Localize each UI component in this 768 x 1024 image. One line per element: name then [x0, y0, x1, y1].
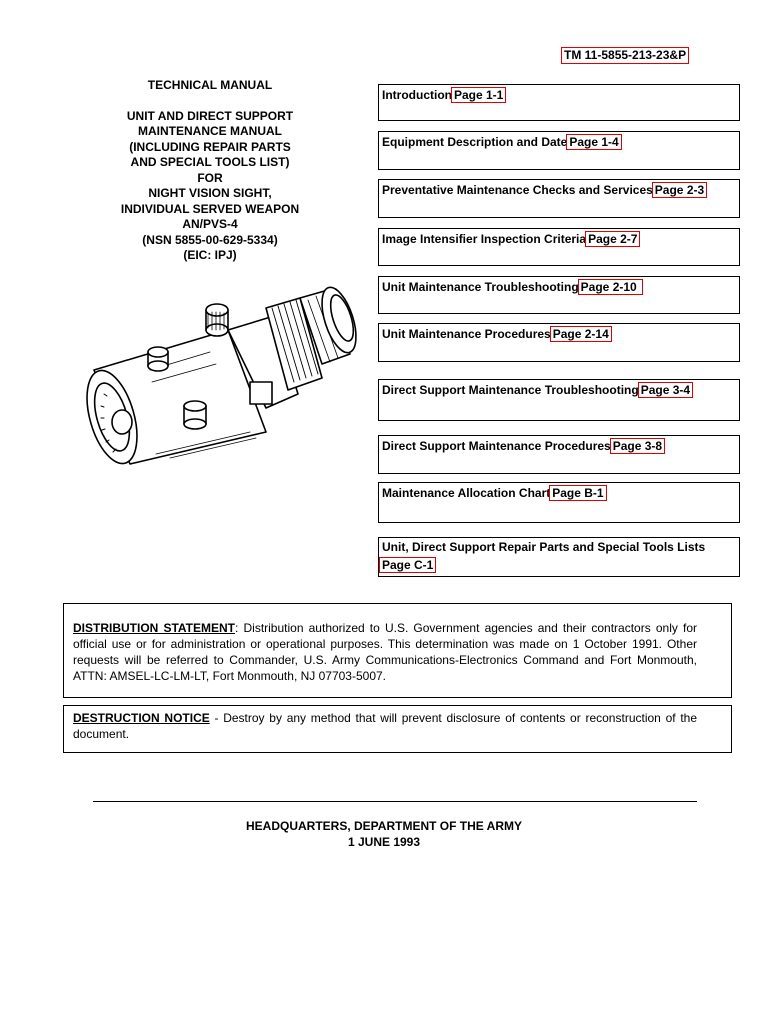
distribution-statement [63, 603, 732, 698]
toc-label: Image Intensifier Inspection Criteria [382, 232, 587, 246]
title-line: AND SPECIAL TOOLS LIST) [130, 155, 290, 169]
toc-label: Equipment Description and Date [382, 135, 568, 149]
toc-label: Maintenance Allocation Chart [382, 486, 551, 500]
toc-page-link[interactable]: Page B-1 [549, 485, 606, 501]
toc-page-link[interactable]: Page 3-4 [638, 382, 693, 398]
destruction-notice [63, 705, 732, 753]
toc-page-link[interactable]: Page 1-4 [566, 134, 621, 150]
toc-page-link[interactable]: Page 2-3 [652, 182, 707, 198]
toc-label: Introduction [382, 88, 452, 102]
toc-page-link[interactable]: Page C-1 [379, 557, 436, 573]
toc-label: Unit, Direct Support Repair Parts and Special Tools Lists [382, 540, 706, 554]
toc-label: Unit Maintenance Procedures [382, 327, 551, 341]
toc-label: Preventative Maintenance Checks and Services [382, 183, 653, 197]
title-line: UNIT AND DIRECT SUPPORT [126, 108, 294, 123]
title-spacer [100, 94, 320, 109]
tm-number: TM 11-5855-213-23&P [561, 47, 689, 64]
title-line: (NSN 5855-00-629-5334) [142, 232, 278, 247]
footer-organization: HEADQUARTERS, DEPARTMENT OF THE ARMY [246, 819, 522, 833]
toc-page-link[interactable]: Page 3-8 [610, 438, 665, 454]
toc-entry[interactable] [378, 379, 740, 421]
toc-entry[interactable] [378, 131, 740, 170]
title-line: (INCLUDING REPAIR PARTS [129, 139, 291, 154]
toc-entry[interactable] [378, 323, 740, 362]
title-line: FOR [197, 170, 223, 185]
divider [93, 801, 697, 802]
toc-label: Direct Support Maintenance Procedures [382, 439, 611, 453]
toc-label: Unit Maintenance Troubleshooting [382, 280, 579, 294]
toc-entry[interactable] [378, 435, 740, 474]
toc-entry[interactable] [378, 228, 740, 266]
title-line: TECHNICAL MANUAL [147, 78, 273, 92]
title-line: INDIVIDUAL SERVED WEAPON [120, 201, 300, 216]
title-line: NIGHT VISION SIGHT, [148, 186, 272, 200]
toc-page-link[interactable]: Page 1-1 [451, 87, 506, 103]
toc-page-link[interactable]: Page 2-7 [585, 231, 640, 247]
toc-entry[interactable] [378, 537, 740, 577]
title-line: MAINTENANCE MANUAL [138, 124, 282, 138]
distribution-text: : Distribution authorized to U.S. Government agencies and their contractors only for official use or for administration or operational purposes. This determination was made on 1 October 1991. Other requests will be referred to Commander, U.S. Army Communications-Electronics Command and Fort Monmouth, ATTN: AMSEL-LC-LM-LT, Fort Monmouth, NJ 07703-5007. [73, 621, 697, 683]
title-line: AN/PVS-4 [182, 217, 238, 231]
toc-page-link[interactable]: Page 2-14 [550, 326, 612, 342]
toc-entry[interactable] [378, 482, 740, 523]
manual-title-block [100, 78, 320, 264]
destruction-text: - Destroy by any method that will prevent disclosure of contents or reconstruction of the document. [73, 711, 697, 741]
footer [0, 819, 768, 850]
toc-label: Direct Support Maintenance Troubleshooting [382, 383, 639, 397]
night-vision-sight-drawing-icon [60, 282, 360, 472]
title-line: (EIC: IPJ) [183, 248, 237, 262]
toc-entry[interactable] [378, 276, 740, 314]
toc-entry[interactable] [378, 179, 740, 218]
distribution-heading: DISTRIBUTION STATEMENT [73, 621, 236, 635]
toc-page-link[interactable]: Page 2-10 [578, 279, 643, 295]
destruction-heading: DESTRUCTION NOTICE [73, 711, 210, 725]
footer-date: 1 JUNE 1993 [347, 834, 421, 849]
toc-entry[interactable] [378, 84, 740, 121]
